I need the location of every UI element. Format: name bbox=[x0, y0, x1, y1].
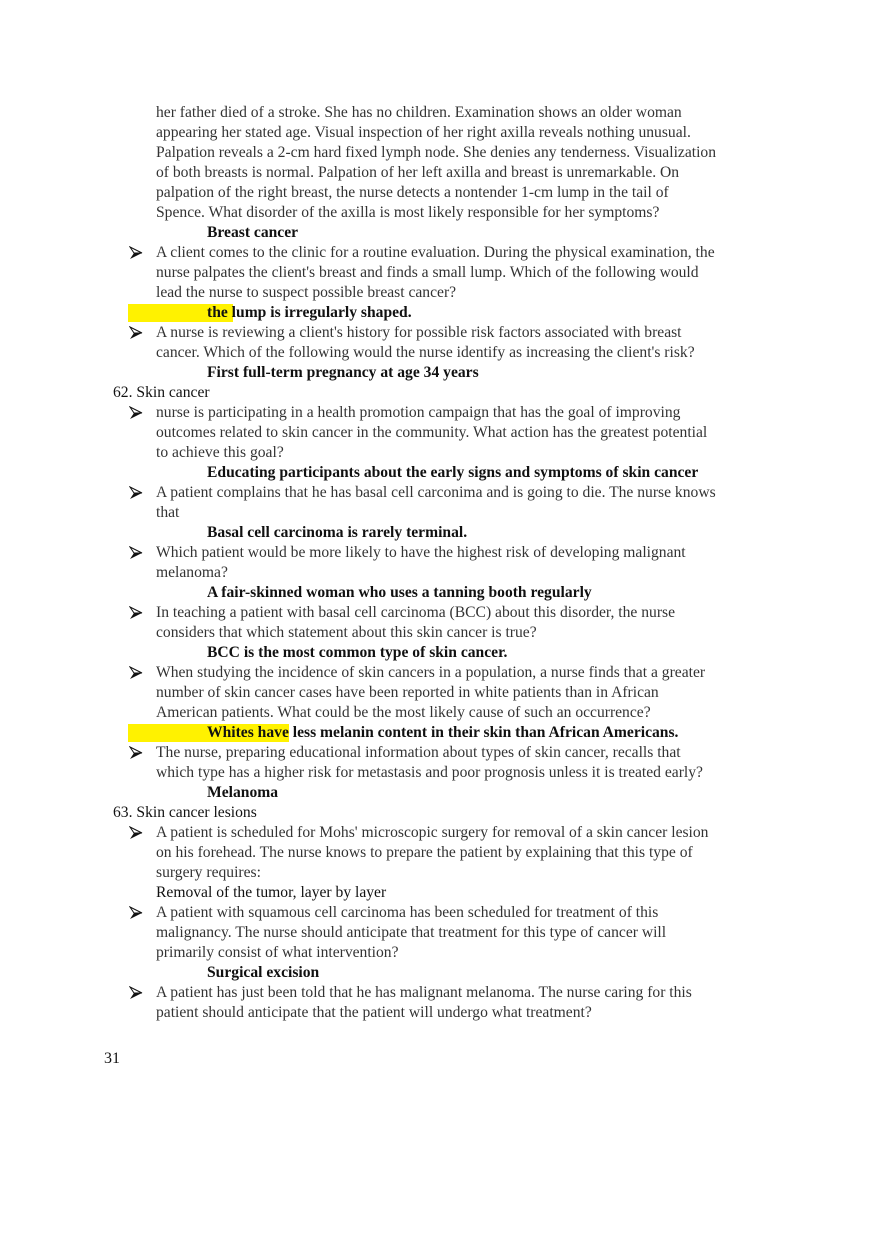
document-line bbox=[0, 623, 880, 643]
document-line bbox=[0, 143, 880, 163]
answer-text: Removal of the tumor, layer by layer bbox=[156, 884, 387, 901]
document-line bbox=[0, 583, 880, 603]
section-heading: 63. Skin cancer lesions bbox=[113, 804, 257, 821]
document-line bbox=[0, 1003, 880, 1023]
question-text: patient should anticipate that the patient will undergo what treatment? bbox=[156, 1004, 592, 1021]
question-text: Spence. What disorder of the axilla is most likely responsible for her symptoms? bbox=[156, 204, 660, 221]
document-line bbox=[0, 243, 880, 263]
arrowhead-bullet-icon bbox=[129, 826, 143, 840]
question-text: on his forehead. The nurse knows to prepare the patient by explaining that this type of bbox=[156, 844, 693, 861]
question-text: The nurse, preparing educational information about types of skin cancer, recalls that bbox=[156, 744, 681, 761]
arrowhead-bullet-icon bbox=[129, 666, 143, 680]
question-text: appearing her stated age. Visual inspection of her right axilla reveals nothing unusual. bbox=[156, 124, 691, 141]
answer-text: A fair-skinned woman who uses a tanning booth regularly bbox=[207, 584, 592, 601]
document-line bbox=[0, 443, 880, 463]
document-line bbox=[0, 883, 880, 903]
question-text: A patient has just been told that he has malignant melanoma. The nurse caring for this bbox=[156, 984, 692, 1001]
document-line bbox=[0, 723, 880, 743]
document-line bbox=[0, 823, 880, 843]
question-text: her father died of a stroke. She has no children. Examination shows an older woman bbox=[156, 104, 682, 121]
question-text: number of skin cancer cases have been reported in white patients than in African bbox=[156, 684, 659, 701]
question-text: melanoma? bbox=[156, 564, 228, 581]
answer-text: Surgical excision bbox=[207, 964, 320, 981]
document-line bbox=[0, 683, 880, 703]
document-line bbox=[0, 563, 880, 583]
arrowhead-bullet-icon bbox=[129, 606, 143, 620]
question-text: American patients. What could be the most likely cause of such an occurrence? bbox=[156, 704, 651, 721]
question-text: Palpation reveals a 2-cm hard fixed lymph node. She denies any tenderness. Visualization bbox=[156, 144, 716, 161]
question-text: A patient complains that he has basal cell carconima and is going to die. The nurse knows bbox=[156, 484, 716, 501]
document-line bbox=[0, 283, 880, 303]
question-text: Which patient would be more likely to have the highest risk of developing malignant bbox=[156, 544, 686, 561]
document-line bbox=[0, 743, 880, 763]
arrowhead-bullet-icon bbox=[129, 546, 143, 560]
question-text: A patient with squamous cell carcinoma has been scheduled for treatment of this bbox=[156, 904, 659, 921]
arrowhead-bullet-icon bbox=[129, 986, 143, 1000]
question-text: In teaching a patient with basal cell carcinoma (BCC) about this disorder, the nurse bbox=[156, 604, 676, 621]
question-text: nurse is participating in a health promotion campaign that has the goal of improving bbox=[156, 404, 681, 421]
document-line bbox=[0, 843, 880, 863]
arrowhead-bullet-icon bbox=[129, 326, 143, 340]
document-line bbox=[0, 403, 880, 423]
question-text: outcomes related to skin cancer in the community. What action has the greatest potential bbox=[156, 424, 708, 441]
question-text: primarily consist of what intervention? bbox=[156, 944, 399, 961]
answer-text: Educating participants about the early signs and symptoms of skin cancer bbox=[207, 464, 699, 481]
answer-text-highlighted: the lump is irregularly shaped. bbox=[207, 304, 412, 321]
document-line bbox=[0, 703, 880, 723]
answer-text-highlighted: Whites have less melanin content in their skin than African Americans. bbox=[207, 724, 679, 741]
document-line bbox=[0, 923, 880, 943]
document-line bbox=[0, 423, 880, 443]
document-line bbox=[0, 203, 880, 223]
document-line bbox=[0, 223, 880, 243]
answer-text: Breast cancer bbox=[207, 224, 299, 241]
document-line bbox=[0, 903, 880, 923]
question-text: A patient is scheduled for Mohs' microscopic surgery for removal of a skin cancer lesion bbox=[156, 824, 709, 841]
document-line bbox=[0, 643, 880, 663]
answer-text: Melanoma bbox=[207, 784, 279, 801]
question-text: A client comes to the clinic for a routine evaluation. During the physical examination, the bbox=[156, 244, 715, 261]
document-line bbox=[0, 783, 880, 803]
question-text: palpation of the right breast, the nurse detects a nontender 1-cm lump in the tail of bbox=[156, 184, 669, 201]
document-line bbox=[0, 543, 880, 563]
document-line bbox=[0, 323, 880, 343]
answer-text: First full-term pregnancy at age 34 years bbox=[207, 364, 479, 381]
document-line bbox=[0, 943, 880, 963]
section-heading: 62. Skin cancer bbox=[113, 384, 210, 401]
document-line bbox=[0, 863, 880, 883]
document-line bbox=[0, 383, 880, 403]
question-text: considers that which statement about this skin cancer is true? bbox=[156, 624, 537, 641]
question-text: nurse palpates the client's breast and finds a small lump. Which of the following would bbox=[156, 264, 699, 281]
document-line bbox=[0, 303, 880, 323]
document-line bbox=[0, 763, 880, 783]
document-line bbox=[0, 183, 880, 203]
page-number: 31 bbox=[104, 1050, 120, 1067]
document-line bbox=[0, 963, 880, 983]
arrowhead-bullet-icon bbox=[129, 406, 143, 420]
document-line bbox=[0, 603, 880, 623]
question-text: cancer. Which of the following would the nurse identify as increasing the client's risk? bbox=[156, 344, 695, 361]
document-line bbox=[0, 663, 880, 683]
question-text: which type has a higher risk for metastasis and poor prognosis unless it is treated early? bbox=[156, 764, 703, 781]
answer-text: Basal cell carcinoma is rarely terminal. bbox=[207, 524, 468, 541]
document-line bbox=[0, 803, 880, 823]
answer-text: BCC is the most common type of skin cancer. bbox=[207, 644, 508, 661]
document-line bbox=[0, 483, 880, 503]
arrowhead-bullet-icon bbox=[129, 746, 143, 760]
document-body bbox=[0, 103, 880, 1023]
document-line bbox=[0, 463, 880, 483]
question-text: of both breasts is normal. Palpation of her left axilla and breast is unremarkable. On bbox=[156, 164, 680, 181]
arrowhead-bullet-icon bbox=[129, 246, 143, 260]
document-line bbox=[0, 983, 880, 1003]
arrowhead-bullet-icon bbox=[129, 486, 143, 500]
question-text: that bbox=[156, 504, 180, 521]
question-text: surgery requires: bbox=[156, 864, 261, 881]
document-line bbox=[0, 123, 880, 143]
document-line bbox=[0, 263, 880, 283]
question-text: malignancy. The nurse should anticipate that treatment for this type of cancer will bbox=[156, 924, 667, 941]
question-text: lead the nurse to suspect possible breast cancer? bbox=[156, 284, 457, 301]
document-line bbox=[0, 503, 880, 523]
document-line bbox=[0, 103, 880, 123]
question-text: When studying the incidence of skin cancers in a population, a nurse finds that a greater bbox=[156, 664, 706, 681]
document-line bbox=[0, 363, 880, 383]
arrowhead-bullet-icon bbox=[129, 906, 143, 920]
question-text: to achieve this goal? bbox=[156, 444, 284, 461]
question-text: A nurse is reviewing a client's history for possible risk factors associated with breast bbox=[156, 324, 682, 341]
document-line bbox=[0, 523, 880, 543]
document-line bbox=[0, 163, 880, 183]
document-line bbox=[0, 343, 880, 363]
